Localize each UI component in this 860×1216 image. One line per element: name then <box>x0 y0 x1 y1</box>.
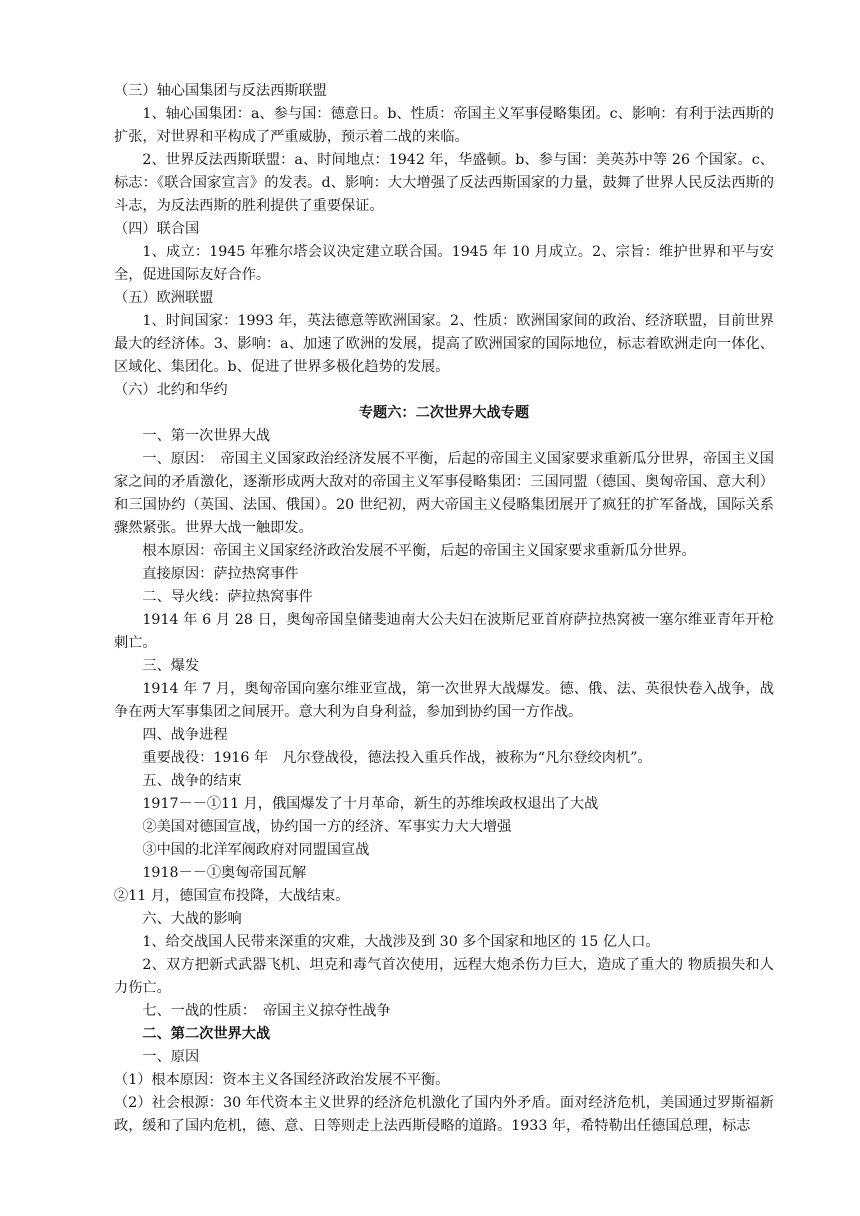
paragraph-direct-cause: 直接原因：萨拉热窝事件 <box>142 566 299 582</box>
heading-ww2: 二、第二次世界大战 <box>142 1026 271 1042</box>
paragraph-root-cause: 根本原因：帝国主义国家经济政治发展不平衡，后起的帝国主义国家要求重新瓜分世界。 <box>142 543 696 559</box>
paragraph-war-nature: 七、一战的性质： 帝国主义掠夺性战争 <box>142 1003 391 1019</box>
paragraph-impact-1: 1、给交战国人民带来深重的灾难，大战涉及到 30 多个国家和地区的 15 亿人口。 <box>142 934 660 950</box>
paragraph-verdun: 重要战役：1916 年 凡尔登战役，德法投入重兵作战，被称为“凡尔登绞肉机”。 <box>142 750 652 766</box>
section-heading-axis-and-antifascist: （三）轴心国集团与反法西斯联盟 <box>114 83 327 99</box>
topic-title: 专题六：二次世界大战专题 <box>358 405 530 421</box>
line-1918-austria: 1918－－①奥匈帝国瓦解 <box>142 865 307 881</box>
heading-ww2-causes: 一、原因 <box>142 1049 200 1065</box>
paragraph-impact-2: 2、双方把新式武器飞机、坦克和毒气首次使用，远程大炮杀伤力巨大，造成了重大的 物质损失和人力伤亡。 <box>114 957 774 996</box>
paragraph-outbreak: 1914 年 7 月，奥匈帝国向塞尔维亚宣战，第一次世界大战爆发。德、俄、法、英很快卷入战争，战争在两大军事集团之间展开。意大利为自身利益，参加到协约国一方作战。 <box>114 681 774 720</box>
heading-war-progress: 四、战争进程 <box>142 727 228 743</box>
line-1917-usa: ②美国对德国宣战，协约国一方的经济、军事实力大大增强 <box>142 819 512 835</box>
paragraph-un: 1、成立：1945 年雅尔塔会议决定建立联合国。1945 年 10 月成立。2、宗旨：维护世界和平与安全，促进国际友好合作。 <box>114 244 774 283</box>
paragraph-ww2-root-cause: （1）根本原因：资本主义各国经济政治发展不平衡。 <box>114 1072 450 1088</box>
section-heading-un: （四）联合国 <box>114 221 200 237</box>
paragraph-sarajevo: 1914 年 6 月 28 日，奥匈帝国皇储斐迪南大公夫妇在波斯尼亚首府萨拉热窝被一塞尔维亚青年开枪刺亡。 <box>114 612 774 651</box>
line-1918-germany: ②11 月，德国宣布投降，大战结束。 <box>114 888 350 904</box>
paragraph-antifascist-alliance: 2、世界反法西斯联盟：a、时间地点：1942 年，华盛顿。b、参与国：美英苏中等 26 个国家。c、标志：《联合国家宣言》的发表。d、影响：大大增强了反法西斯国家的力量，鼓舞了世界人民反法西斯的斗志，为反法西斯的胜利提供了重要保证。 <box>114 152 774 214</box>
section-heading-eu: （五）欧洲联盟 <box>114 290 214 306</box>
document-body <box>114 80 774 1138</box>
paragraph-ww2-social-cause: （2）社会根源：30 年代资本主义世界的经济危机激化了国内外矛盾。面对经济危机，美国通过罗斯福新政，缓和了国内危机，德、意、日等则走上法西斯侵略的道路。1933 年，希特勒出任德国总理，标志 <box>114 1095 774 1134</box>
line-1917-russia: 1917－－①11 月，俄国爆发了十月革命，新生的苏维埃政权退出了大战 <box>142 796 599 812</box>
paragraph-eu: 1、时间国家：1993 年，英法德意等欧洲国家。2、性质：欧洲国家间的政治、经济联盟，目前世界最大的经济体。3、影响：a、加速了欧洲的发展，提高了欧洲国家的国际地位，标志着欧洲走向一体化、区域化、集团化。b、促进了世界多极化趋势的发展。 <box>114 313 774 375</box>
heading-ww1: 一、第一次世界大战 <box>142 428 271 444</box>
paragraph-ww1-causes: 一、原因： 帝国主义国家政治经济发展不平衡，后起的帝国主义国家要求重新瓜分世界，帝国主义国家之间的矛盾激化，逐渐形成两大敌对的帝国主义军事侵略集团：三国同盟（德国、奥匈帝国、意大利）和三国协约（英国、法国、俄国）。20 世纪初，两大帝国主义侵略集团展开了疯狂的扩军备战，国际关系骤然紧张。世界大战一触即发。 <box>114 451 774 536</box>
heading-trigger: 二、导火线：萨拉热窝事件 <box>142 589 313 605</box>
section-heading-nato-warsaw: （六）北约和华约 <box>114 382 228 398</box>
heading-war-end: 五、战争的结束 <box>142 773 242 789</box>
line-1917-china: ③中国的北洋军阀政府对同盟国宣战 <box>142 842 370 858</box>
paragraph-axis-group: 1、轴心国集团：a、参与国：德意日。b、性质：帝国主义军事侵略集团。c、影响：有利于法西斯的扩张，对世界和平构成了严重威胁，预示着二战的来临。 <box>114 106 774 145</box>
heading-outbreak: 三、爆发 <box>142 658 200 674</box>
heading-war-impact: 六、大战的影响 <box>142 911 242 927</box>
